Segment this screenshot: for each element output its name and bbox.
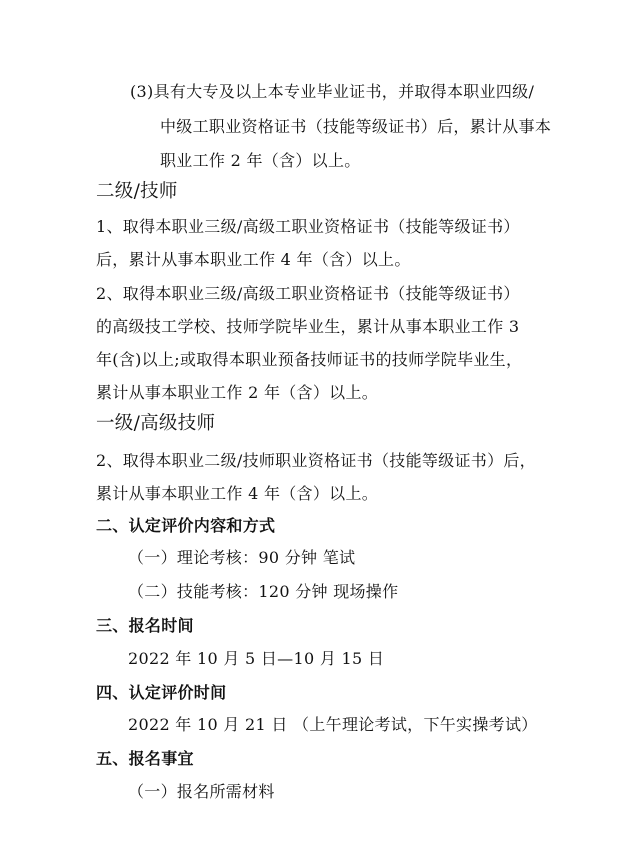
evaluation-time-heading: 四、认定评价时间: [96, 683, 227, 702]
level-2-item-2-line-2: 的高级技工学校、技师学院毕业生，累计从事本职业工作 3: [96, 317, 520, 336]
requirement-3-line-1: (3)具有大专及以上本专业毕业证书，并取得本职业四级/: [130, 82, 535, 101]
level-2-item-2-line-3: 年(含)以上;或取得本职业预备技师证书的技师学院毕业生，: [96, 350, 523, 369]
registration-time-value: 2022 年 10 月 5 日—10 月 15 日: [128, 649, 385, 668]
skill-assessment-line: （二）技能考核：120 分钟 现场操作: [128, 582, 399, 601]
level-1-senior-technician-heading: 一级/高级技师: [96, 413, 216, 434]
requirement-3-line-3: 职业工作 2 年（含）以上。: [160, 151, 361, 170]
level-2-technician-heading: 二级/技师: [96, 181, 178, 202]
level-2-item-2-line-4: 累计从事本职业工作 2 年（含）以上。: [96, 383, 379, 402]
level-2-item-1-line-2: 后，累计从事本职业工作 4 年（含）以上。: [96, 250, 411, 269]
registration-matters-heading: 五、报名事宜: [96, 749, 194, 768]
level-1-item-2-line-2: 累计从事本职业工作 4 年（含）以上。: [96, 484, 379, 503]
level-1-item-2-line-1: 2、取得本职业二级/技师职业资格证书（技能等级证书）后，: [96, 451, 536, 470]
theory-assessment-line: （一）理论考核：90 分钟 笔试: [128, 548, 356, 567]
requirement-3-line-2: 中级工职业资格证书（技能等级证书）后，累计从事本: [160, 117, 552, 136]
evaluation-content-method-heading: 二、认定评价内容和方式: [96, 516, 276, 535]
level-2-item-1-line-1: 1、取得本职业三级/高级工职业资格证书（技能等级证书）: [96, 217, 520, 236]
level-2-item-2-line-1: 2、取得本职业三级/高级工职业资格证书（技能等级证书）: [96, 284, 520, 303]
registration-materials-line: （一）报名所需材料: [128, 782, 275, 801]
registration-time-heading: 三、报名时间: [96, 616, 194, 635]
evaluation-time-value: 2022 年 10 月 21 日 （上午理论考试，下午实操考试）: [128, 715, 538, 734]
